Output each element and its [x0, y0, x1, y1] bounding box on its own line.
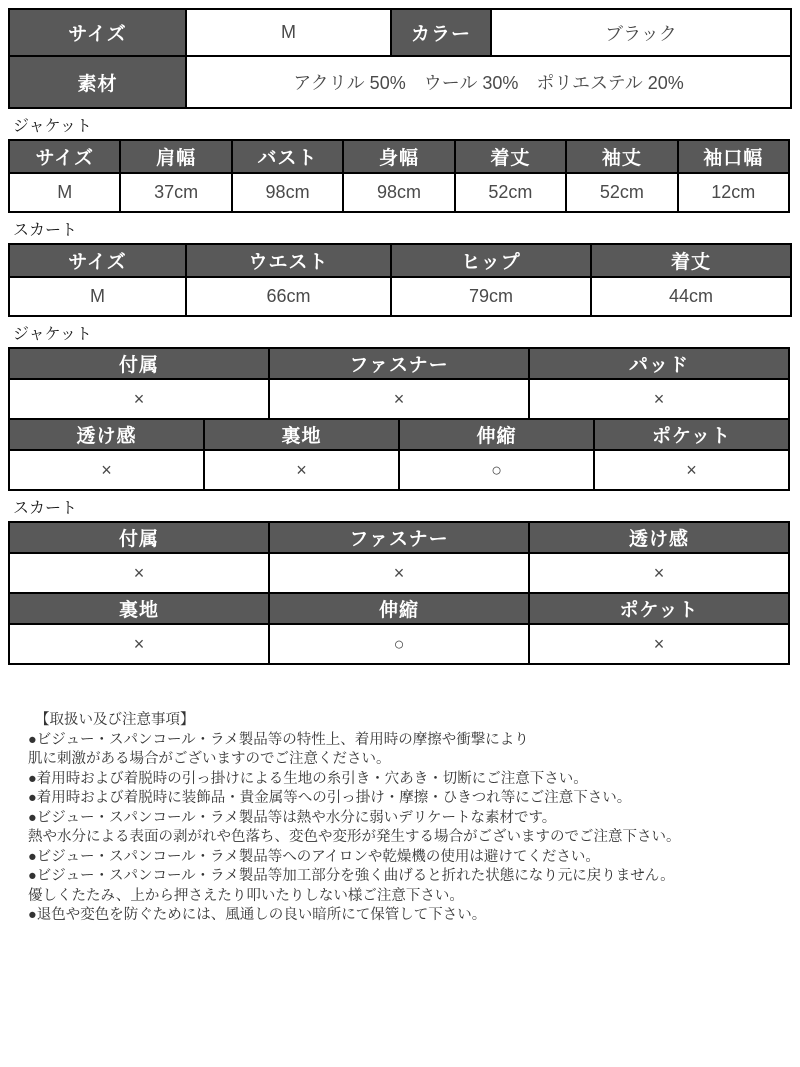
feature-mark-cell: × [529, 553, 789, 593]
table-row [9, 553, 789, 593]
note-line: 熱や水分による表面の剥がれや色落ち、変色や変形が発生する場合がございますのでご注意下さい。 [28, 829, 681, 845]
header-cell: 身幅 [343, 140, 454, 173]
value-cell: 66cm [186, 277, 391, 316]
note-line: 肌に刺激がある場合がございますのでご注意ください。 [28, 751, 391, 767]
value-cell: M [9, 173, 120, 212]
header-cell: 裏地 [204, 419, 399, 450]
notes-title: 【取扱い及び注意事項】 [35, 712, 195, 728]
header-cell: サイズ [9, 140, 120, 173]
table-row [9, 9, 791, 56]
header-cell: バスト [232, 140, 343, 173]
header-cell: 着丈 [591, 244, 791, 277]
header-cell: 袖口幅 [678, 140, 789, 173]
header-cell: 袖丈 [566, 140, 677, 173]
value-cell: 37cm [120, 173, 231, 212]
table-row [9, 419, 789, 450]
header-cell: 透け感 [9, 419, 204, 450]
size-header-cell: サイズ [9, 9, 186, 56]
feature-mark-cell: × [594, 450, 789, 490]
header-cell: 透け感 [529, 522, 789, 553]
material-value-cell: アクリル 50% ウール 30% ポリエステル 20% [186, 56, 791, 108]
feature-mark-cell: × [9, 624, 269, 664]
material-header-cell: 素材 [9, 56, 186, 108]
note-line: ●ビジュー・スパンコール・ラメ製品等へのアイロンや乾燥機の使用は避けてください。 [28, 848, 600, 865]
header-cell: ファスナー [269, 522, 529, 553]
skirt-size-section-label: スカート [13, 222, 78, 239]
feature-mark-cell: × [529, 624, 789, 664]
note-line: 優しくたたみ、上から押さえたり叩いたりしない様ご注意下さい。 [28, 887, 464, 904]
header-cell: 着丈 [455, 140, 566, 173]
header-cell: パッド [529, 348, 789, 379]
feature-mark-cell: ○ [399, 450, 594, 490]
skirt-features-table [8, 521, 790, 665]
table-row [9, 140, 789, 173]
feature-mark-cell: × [9, 379, 269, 419]
header-cell: サイズ [9, 244, 186, 277]
header-cell: 裏地 [9, 593, 269, 624]
header-cell: 付属 [9, 348, 269, 379]
size-color-material-table [8, 8, 792, 109]
header-cell: ポケット [529, 593, 789, 624]
feature-mark-cell: × [269, 379, 529, 419]
note-line: ●着用時および着脱時の引っ掛けによる生地の糸引き・穴あき・切断にご注意下さい。 [28, 770, 588, 787]
note-line: ●ビジュー・スパンコール・ラメ製品等は熱や水分に弱いデリケートな素材です。 [28, 809, 557, 826]
jacket-size-table [8, 139, 790, 213]
header-cell: ヒップ [391, 244, 591, 277]
note-line: ●ビジュー・スパンコール・ラメ製品等の特性上、着用時の摩擦や衝撃により [28, 731, 529, 748]
handling-notes [28, 711, 790, 926]
table-row [9, 173, 789, 212]
table-row [9, 522, 789, 553]
value-cell: 98cm [343, 173, 454, 212]
jacket-size-section-label: ジャケット [13, 118, 92, 135]
feature-mark-cell: × [9, 553, 269, 593]
table-row [9, 624, 789, 664]
value-cell: M [9, 277, 186, 316]
skirt-size-table [8, 243, 792, 317]
feature-mark-cell: × [204, 450, 399, 490]
note-line: ●退色や変色を防ぐためには、風通しの良い暗所にて保管して下さい。 [28, 907, 487, 923]
value-cell: 98cm [232, 173, 343, 212]
header-cell: 伸縮 [399, 419, 594, 450]
value-cell: 44cm [591, 277, 791, 316]
feature-mark-cell: × [9, 450, 204, 490]
table-row [9, 593, 789, 624]
header-cell: ポケット [594, 419, 789, 450]
table-row [9, 56, 791, 108]
header-cell: ファスナー [269, 348, 529, 379]
header-cell: ウエスト [186, 244, 391, 277]
header-cell: 付属 [9, 522, 269, 553]
value-cell: 12cm [678, 173, 789, 212]
note-line: ●ビジュー・スパンコール・ラメ製品等加工部分を強く曲げると折れた状態になり元に戻りません。 [28, 868, 675, 884]
skirt-features-section-label: スカート [13, 500, 78, 517]
header-cell: 肩幅 [120, 140, 231, 173]
table-row [9, 450, 789, 490]
feature-mark-cell: × [529, 379, 789, 419]
value-cell: 52cm [566, 173, 677, 212]
size-value-cell: M [186, 9, 391, 56]
jacket-features-table [8, 347, 790, 491]
color-value-cell: ブラック [491, 9, 791, 56]
table-row [9, 277, 791, 316]
value-cell: 52cm [455, 173, 566, 212]
header-cell: 伸縮 [269, 593, 529, 624]
note-line: ●着用時および着脱時に装飾品・貴金属等への引っ掛け・摩擦・ひきつれ等にご注意下さい。 [28, 790, 632, 806]
feature-mark-cell: ○ [269, 624, 529, 664]
table-row [9, 244, 791, 277]
table-row [9, 379, 789, 419]
table-row [9, 348, 789, 379]
color-header-cell: カラー [391, 9, 491, 56]
jacket-features-section-label: ジャケット [13, 326, 92, 343]
feature-mark-cell: × [269, 553, 529, 593]
value-cell: 79cm [391, 277, 591, 316]
